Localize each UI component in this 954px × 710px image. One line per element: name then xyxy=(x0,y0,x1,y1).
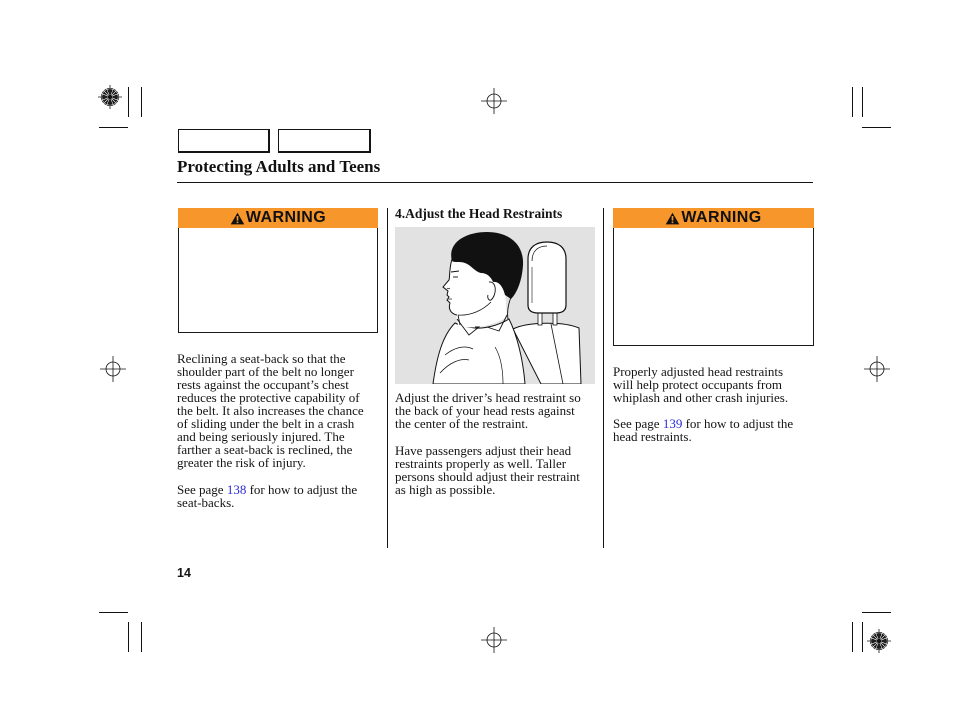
warning-triangle-icon xyxy=(665,212,680,225)
text-line: seat-backs. xyxy=(177,495,235,510)
page-link[interactable]: 138 xyxy=(226,482,247,497)
text-line: reduces the protective capability of xyxy=(177,390,360,405)
crosshair-icon xyxy=(864,356,890,382)
text-line: farther a seat-back is reclined, the xyxy=(177,442,353,457)
head-restraint-instructions xyxy=(395,391,581,430)
page-number: 14 xyxy=(177,566,191,580)
text-line: and being seriously injured. The xyxy=(177,429,345,444)
text-line: will help protect occupants from xyxy=(613,377,782,392)
warning-box xyxy=(613,228,814,346)
text-line: greater the risk of injury. xyxy=(177,455,306,470)
head-restraint-illustration xyxy=(395,227,595,384)
text-line: the center of the restraint. xyxy=(395,416,529,431)
column-divider xyxy=(603,208,604,548)
text-line: head restraints. xyxy=(613,429,692,444)
see-page-note xyxy=(177,483,357,509)
warning-header xyxy=(178,208,378,228)
see-page-prefix: See page xyxy=(177,482,224,497)
see-page-prefix: See page xyxy=(613,416,660,431)
text-line: the back of your head rests against xyxy=(395,403,575,418)
text-line: persons should adjust their restraint xyxy=(395,469,580,484)
passenger-instructions xyxy=(395,444,580,496)
warning-label: WARNING xyxy=(245,209,327,226)
text-line: shoulder part of the belt no longer xyxy=(177,364,354,379)
crosshair-icon xyxy=(100,356,126,382)
nav-tab-box-1[interactable] xyxy=(178,129,270,153)
text-line: as high as possible. xyxy=(395,482,496,497)
warning-box xyxy=(178,228,378,333)
see-page-suffix: for how to adjust the xyxy=(685,416,794,431)
nav-tab-box-2[interactable] xyxy=(278,129,371,153)
head-restraint-benefit-text xyxy=(613,365,788,404)
text-line: Have passengers adjust their head xyxy=(395,443,572,458)
page-link[interactable]: 139 xyxy=(662,416,683,431)
warning-label: WARNING xyxy=(681,209,762,226)
step-heading: 4.Adjust the Head Restraints xyxy=(395,206,563,221)
section-title: Protecting Adults and Teens xyxy=(177,157,381,176)
warning-triangle-icon xyxy=(230,212,245,225)
registration-mark-icon xyxy=(867,629,891,653)
text-line: of sliding under the belt in a crash xyxy=(177,416,355,431)
text-line: restraints properly as well. Taller xyxy=(395,456,567,471)
see-page-suffix: for how to adjust the xyxy=(249,482,358,497)
text-line: the belt. It also increases the chance xyxy=(177,403,364,418)
warning-header xyxy=(613,208,814,228)
text-line: whiplash and other crash injuries. xyxy=(613,390,789,405)
registration-mark-icon xyxy=(98,85,122,109)
text-line: rests against the occupant’s chest xyxy=(177,377,349,392)
text-line: Adjust the driver’s head restraint so xyxy=(395,390,581,405)
column-divider xyxy=(387,208,388,548)
crosshair-icon xyxy=(481,88,507,114)
text-line: Reclining a seat-back so that the xyxy=(177,351,346,366)
crosshair-icon xyxy=(481,627,507,653)
see-page-note xyxy=(613,417,793,443)
title-rule xyxy=(177,182,813,183)
text-line: Properly adjusted head restraints xyxy=(613,364,784,379)
seat-back-warning-text xyxy=(177,352,364,469)
